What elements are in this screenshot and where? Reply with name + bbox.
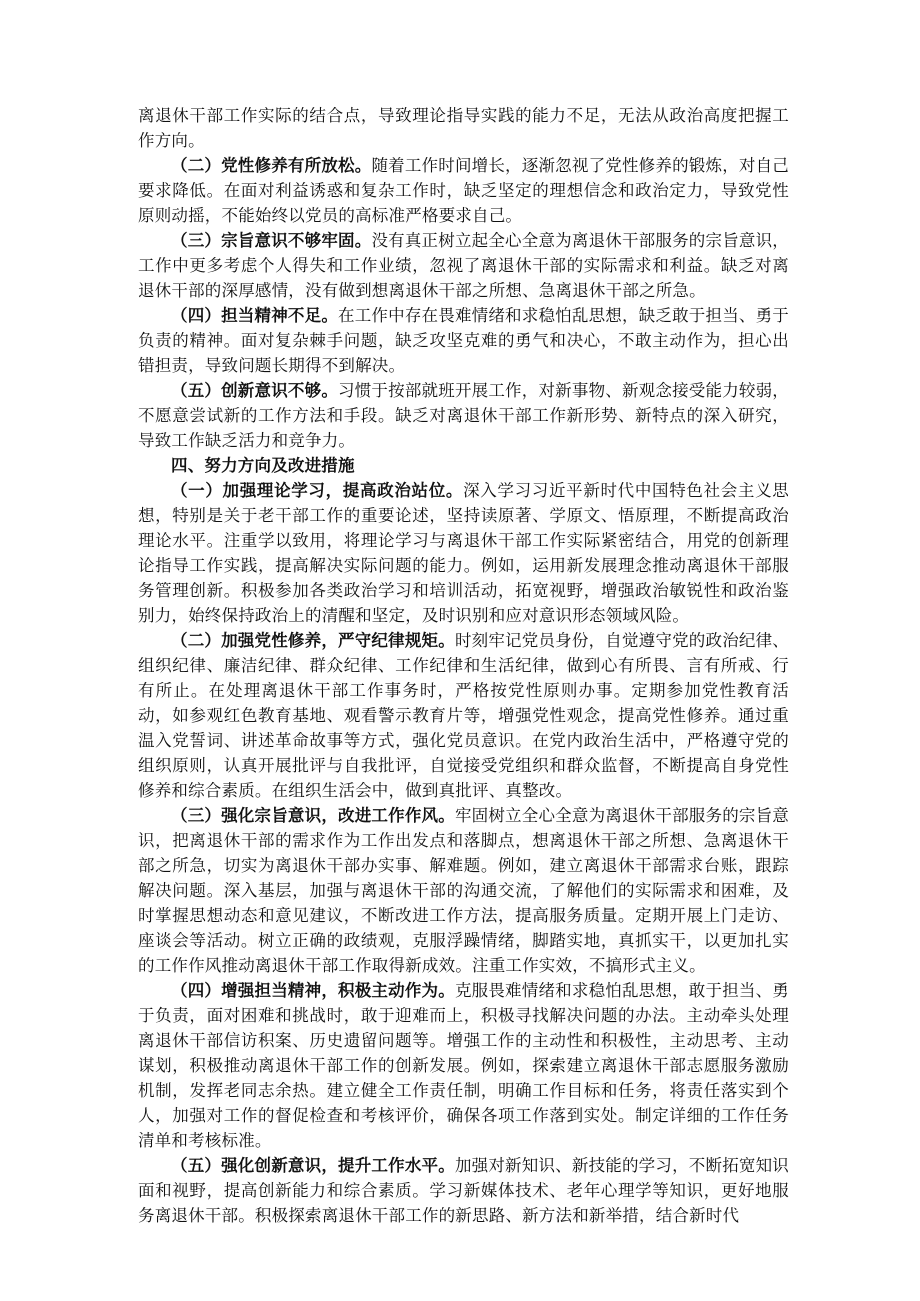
- paragraph-continuation: [138, 103, 789, 153]
- section-heading: 四、努力方向及改进措施: [171, 456, 355, 475]
- measure-lead: （二）加强党性修养，严守纪律规矩。: [171, 631, 455, 650]
- measure-body: 时刻牢记党员身份，自觉遵守党的政治纪律、组织纪律、廉洁纪律、群众纪律、工作纪律和生活纪律，做到心有所畏、言有所戒、行有所止。在处理离退休干部工作事务时，严格按党性原则办事。定期参加党性教育活动，如参观红色教育基地、观看警示教育片等，增强党性观念，提高党性修养。通过重温入党誓词、讲述革命故事等方式，强化党员意识。在党内政治生活中，严格遵守党的组织原则，认真开展批评与自我批评，自觉接受党组织和群众监督，不断提高自身党性修养和综合素质。在组织生活会中，做到真批评、真整改。: [138, 631, 790, 800]
- measure-item-5: [138, 1153, 789, 1228]
- measure-body: 深入学习习近平新时代中国特色社会主义思想，特别是关于老干部工作的重要论述，坚持读原著、学原文、悟原理，不断提高政治理论水平。注重学以致用，将理论学习与离退休干部工作实际紧密结合，用党的创新理论指导工作实践，提高解决实际问题的能力。例如，运用新发展理念推动离退休干部服务管理创新。积极参加各类政治学习和培训活动，拓宽视野，增强政治敏锐性和政治鉴别力，始终保持政治上的清醒和坚定，及时识别和应对意识形态领域风险。: [138, 481, 789, 625]
- problem-item-4: [138, 303, 789, 378]
- measure-item-2: [138, 628, 789, 803]
- measure-item-3: [138, 803, 789, 978]
- problem-lead: （四）担当精神不足。: [171, 306, 339, 325]
- problem-lead: （五）创新意识不够。: [171, 381, 339, 400]
- measure-lead: （五）强化创新意识，提升工作水平。: [171, 1156, 455, 1175]
- measure-item-1: [138, 478, 789, 628]
- problem-lead: （二）党性修养有所放松。: [171, 156, 372, 175]
- measure-item-4: [138, 978, 789, 1153]
- problem-item-2: [138, 153, 789, 228]
- problem-item-5: [138, 378, 789, 453]
- problem-item-3: [138, 228, 789, 303]
- paragraph-body: 离退休干部工作实际的结合点，导致理论指导实践的能力不足，无法从政治高度把握工作方向。: [138, 106, 789, 150]
- problem-lead: （三）宗旨意识不够牢固。: [171, 231, 372, 250]
- problem-body: 在工作中存在畏难情绪和求稳怕乱思想，缺乏敢于担当、勇于负责的精神。面对复杂棘手问题，缺乏攻坚克难的勇气和决心，不敢主动作为，担心出错担责，导致问题长期得不到解决。: [138, 306, 789, 375]
- problem-body: 随着工作时间增长，逐渐忽视了党性修养的锻炼，对自己要求降低。在面对利益诱惑和复杂工作时，缺乏坚定的理想信念和政治定力，导致党性原则动摇，不能始终以党员的高标准严格要求自己。: [138, 156, 790, 225]
- measure-lead: （三）强化宗旨意识，改进工作作风。: [171, 806, 455, 825]
- problem-body: 没有真正树立起全心全意为离退休干部服务的宗旨意识，工作中更多考虑个人得失和工作业绩，忽视了离退休干部的实际需求和利益。缺乏对离退休干部的深厚感情，没有做到想离退休干部之所想、急离退休干部之所急。: [138, 231, 790, 300]
- measure-lead: （一）加强理论学习，提高政治站位。: [171, 481, 464, 500]
- measure-body: 牢固树立全心全意为离退休干部服务的宗旨意识，把离退休干部的需求作为工作出发点和落脚点，想离退休干部之所想、急离退休干部之所急，切实为离退休干部办实事、解难题。例如，建立离退休干部需求台账，跟踪解决问题。深入基层，加强与离退休干部的沟通交流，了解他们的实际需求和困难，及时掌握思想动态和意见建议，不断改进工作方法，提高服务质量。定期开展上门走访、座谈会等活动。树立正确的政绩观，克服浮躁情绪，脚踏实地，真抓实干，以更加扎实的工作作风推动离退休干部工作取得新成效。注重工作实效，不搞形式主义。: [138, 806, 790, 975]
- problem-body: 习惯于按部就班开展工作，对新事物、新观念接受能力较弱，不愿意尝试新的工作方法和手段。缺乏对离退休干部工作新形势、新特点的深入研究，导致工作缺乏活力和竞争力。: [138, 381, 789, 450]
- measure-body: 加强对新知识、新技能的学习，不断拓宽知识面和视野，提高创新能力和综合素质。学习新媒体技术、老年心理学等知识，更好地服务离退休干部。积极探索离退休干部工作的新思路、新方法和新举措，结合新时代: [138, 1156, 790, 1225]
- measure-lead: （四）增强担当精神，积极主动作为。: [171, 981, 455, 1000]
- measure-body: 克服畏难情绪和求稳怕乱思想，敢于担当、勇于负责，面对困难和挑战时，敢于迎难而上，积极寻找解决问题的办法。主动牵头处理离退休干部信访积案、历史遗留问题等。增强工作的主动性和积极性，主动思考、主动谋划，积极推动离退休干部工作的创新发展。例如，探索建立离退休干部志愿服务激励机制，发挥老同志余热。建立健全工作责任制，明确工作目标和任务，将责任落实到个人，加强对工作的督促检查和考核评价，确保各项工作落到实处。制定详细的工作任务清单和考核标准。: [138, 981, 790, 1150]
